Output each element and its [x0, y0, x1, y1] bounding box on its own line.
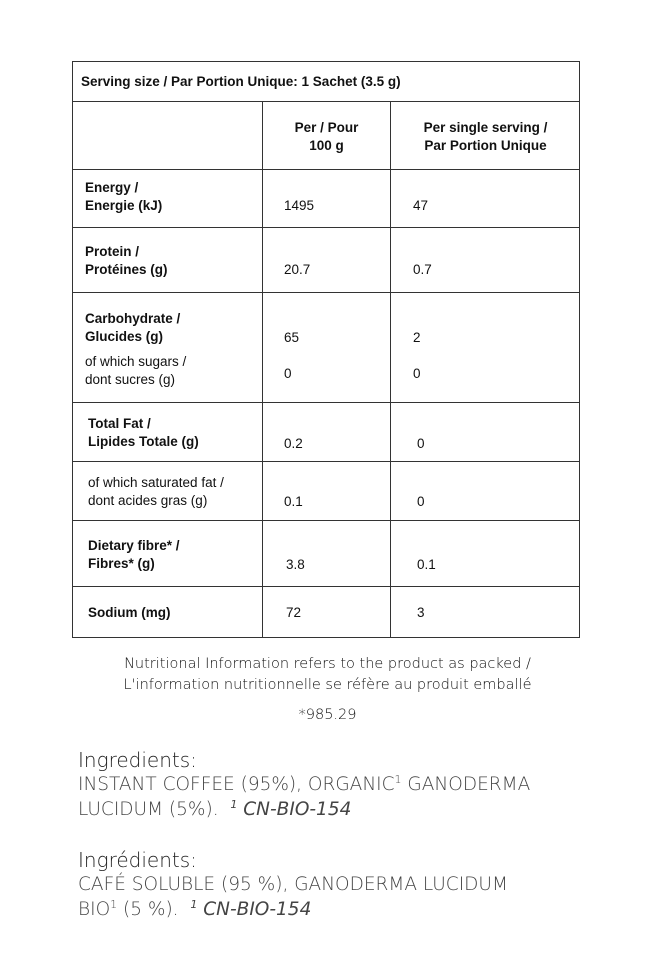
saturated-fat-per100: 0.1 [284, 494, 303, 509]
sodium-label: Sodium (mg) [88, 605, 171, 620]
saturated-fat-row [73, 462, 579, 521]
ingredients-en-line-1: INSTANT COFFEE (95%), ORGANIC$^1$ GANODERMA [78, 772, 531, 795]
header-row [73, 102, 579, 170]
sugars-per100: 0 [284, 366, 292, 381]
sugars-serving: 0 [413, 366, 421, 381]
energy-row [73, 170, 579, 228]
energy-label: Energy / Energie (kJ) [85, 180, 163, 213]
carbohydrate-row [73, 293, 579, 403]
ingredients-fr-heading: Ingrédients: [78, 848, 197, 872]
fibre-row [73, 521, 579, 587]
carbohydrate-per100: 65 [284, 330, 300, 345]
carbohydrate-label: Carbohydrate / Glucides (g) [85, 311, 181, 344]
header-per-100g: Per / Pour 100 g [294, 120, 359, 153]
carbohydrate-serving: 2 [413, 330, 421, 345]
energy-serving: 47 [413, 198, 429, 213]
sodium-row [73, 587, 579, 638]
protein-label: Protein / Protéines (g) [85, 244, 168, 277]
sodium-per100: 72 [286, 605, 302, 620]
saturated-fat-serving: 0 [417, 494, 425, 509]
nutrition-footnote: Nutritional Information refers to the product as packed / L'information nutritionnelle se réfère au produit emballé [123, 656, 532, 693]
total-fat-row [73, 403, 579, 462]
saturated-fat-label: of which saturated fat / dont acides gras (g) [88, 475, 224, 508]
total-fat-per100: 0.2 [284, 436, 303, 451]
ingredients-en-certification: $^1$ CN-BIO-154 [230, 797, 352, 820]
serving-size-label: Serving size / Par Portion Unique: 1 Sachet (3.5 g) [81, 74, 401, 89]
energy-per100: 1495 [284, 198, 315, 213]
ingredients-fr-line-2: BIO$^1$ (5 %). $^1$ CN-BIO-154 [78, 897, 312, 920]
footnote-code: *985.29 [298, 707, 357, 723]
fibre-label: Dietary fibre* / Fibres* (g) [88, 538, 180, 571]
ingredients-en-heading: Ingredients: [78, 748, 197, 772]
ingredients-fr-certification: $^1$ CN-BIO-154 [190, 897, 312, 920]
ingredients-en-line-2: LUCIDUM (5%). $^1$ CN-BIO-154 [78, 797, 352, 820]
fibre-serving: 0.1 [417, 557, 436, 572]
serving-size-row [73, 62, 579, 102]
protein-row [73, 228, 579, 293]
total-fat-label: Total Fat / Lipides Totale (g) [88, 416, 199, 449]
protein-per100: 20.7 [284, 262, 311, 277]
header-per-serving: Per single serving / Par Portion Unique [423, 120, 548, 153]
ingredients-fr-line-1: CAFÉ SOLUBLE (95 %), GANODERMA LUCIDUM [78, 874, 508, 895]
sodium-serving: 3 [417, 605, 425, 620]
sugars-label: of which sugars / dont sucres (g) [85, 354, 187, 387]
fibre-per100: 3.8 [286, 557, 305, 572]
nutrition-table [72, 61, 580, 638]
protein-serving: 0.7 [413, 262, 432, 277]
total-fat-serving: 0 [417, 436, 425, 451]
